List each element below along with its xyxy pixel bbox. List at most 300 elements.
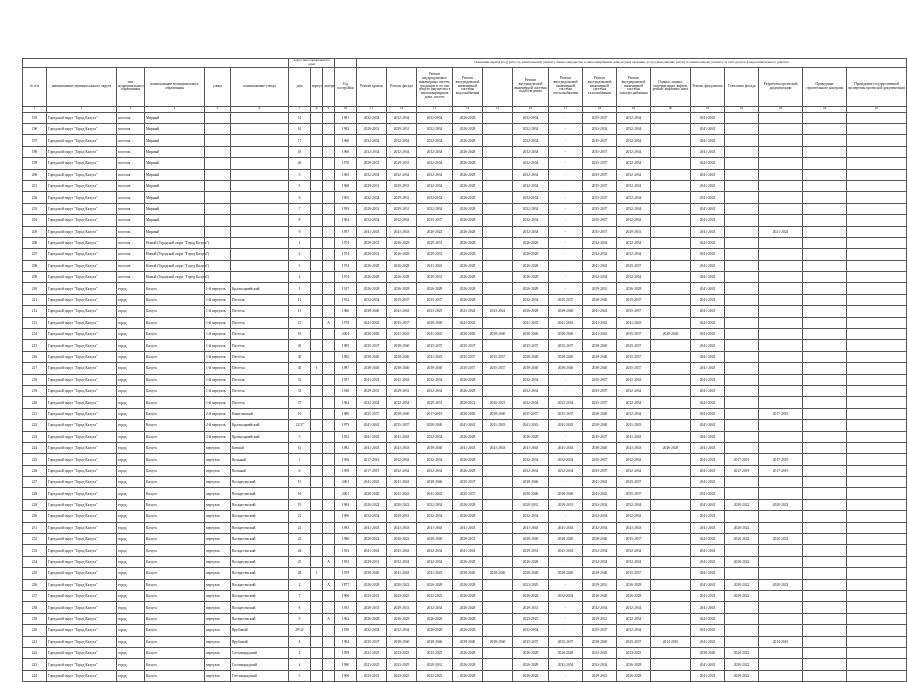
table-cell: Врубовый	[231, 636, 289, 647]
column-number: 17	[549, 106, 583, 112]
table-cell	[847, 203, 907, 214]
table-cell	[205, 180, 231, 191]
table-cell: 2032-2034	[513, 112, 549, 123]
table-cell: 2038-2040	[417, 534, 453, 545]
table-cell	[847, 431, 907, 442]
table-cell: 2038-2040	[357, 363, 387, 374]
table-cell: 2035-2037	[617, 568, 651, 579]
table-cell: 2032-2034	[617, 169, 651, 180]
table-cell: 1970	[335, 158, 357, 169]
table-cell: 2038-2040	[417, 442, 453, 453]
table-cell: 2041-2043	[691, 317, 725, 328]
works-group-header: Плановый период (год) работ по капитальному ремонту общего имущества в многоквартирном доме и (или) оказанию услуг (выполнению работ) по капитальному ремонту за счёт средств фонда капитального ремонта	[357, 59, 907, 68]
table-cell	[651, 146, 691, 157]
table-cell	[483, 499, 513, 510]
table-row	[23, 135, 907, 146]
table-cell: Городской округ "Город Калуга"	[47, 351, 117, 362]
table-cell: 2041-2043	[691, 135, 725, 146]
table-cell: 2038-2040	[417, 420, 453, 431]
table-cell: Воскресенский	[231, 499, 289, 510]
table-cell	[311, 215, 323, 226]
table-cell	[759, 363, 803, 374]
table-cell: 2038-2040	[417, 636, 453, 647]
table-cell: 2029-2031	[387, 158, 417, 169]
table-cell: 2041-2043	[691, 420, 725, 431]
table-cell: 2032-2034	[387, 169, 417, 180]
table-cell: 23	[289, 534, 311, 545]
table-row	[23, 499, 907, 510]
table-cell: 2026-2028	[453, 226, 483, 237]
table-cell	[483, 511, 513, 522]
table-cell: 2041-2043	[387, 442, 417, 453]
table-cell: Воскресенский	[231, 556, 289, 567]
table-cell: переулок	[205, 534, 231, 545]
table-cell	[803, 169, 847, 180]
table-cell	[651, 272, 691, 283]
table-cell: 2041-2043	[357, 522, 387, 533]
table-cell: А	[323, 613, 335, 624]
table-cell: 2032-2034	[417, 180, 453, 191]
table-cell: Калуга	[145, 556, 205, 567]
table-cell: 2032-2034	[513, 397, 549, 408]
table-cell: 2032-2034	[513, 454, 549, 465]
table-cell: 2032-2034	[583, 511, 617, 522]
table-cell: город	[117, 647, 145, 658]
table-cell: Воскресенский	[231, 488, 289, 499]
table-cell: Городской округ "Город Калуга"	[47, 442, 117, 453]
table-cell	[759, 442, 803, 453]
table-cell: 2017-2019	[759, 454, 803, 465]
table-cell: 2023-2025	[387, 591, 417, 602]
table-cell	[311, 454, 323, 465]
table-cell: 2041-2043	[691, 545, 725, 556]
table-cell: Калуга	[145, 431, 205, 442]
table-cell: 2041-2043	[583, 260, 617, 271]
table-cell	[803, 215, 847, 226]
table-cell: Городской округ "Город Калуга"	[47, 511, 117, 522]
table-cell: 2023-2025	[387, 647, 417, 658]
table-cell: 1964	[335, 215, 357, 226]
table-cell	[847, 123, 907, 134]
table-cell: 1965	[335, 192, 357, 203]
table-cell: Городской округ "Город Калуга"	[47, 215, 117, 226]
table-cell: Калуга	[145, 647, 205, 658]
table-cell	[323, 306, 335, 317]
table-cell: поселок	[117, 192, 145, 203]
table-cell	[231, 180, 289, 191]
table-cell	[725, 249, 759, 260]
table-cell	[651, 180, 691, 191]
table-cell: 2026-2028	[453, 647, 483, 658]
table-cell: 2026-2028	[387, 613, 417, 624]
table-cell: 2032-2034	[417, 511, 453, 522]
table-cell: 2029-2031	[583, 613, 617, 624]
table-cell	[847, 260, 907, 271]
table-cell	[483, 591, 513, 602]
table-cell	[311, 385, 323, 396]
table-cell: 1-й переулок	[205, 385, 231, 396]
table-cell: 2032-2034	[617, 112, 651, 123]
table-cell: 2041-2043	[417, 488, 453, 499]
table-cell: -	[549, 237, 583, 248]
column-header: корпус	[311, 67, 323, 106]
table-cell	[847, 568, 907, 579]
table-cell: 2035-2037	[387, 420, 417, 431]
table-cell: 2032-2034	[617, 272, 651, 283]
table-cell: 2041-2043	[513, 420, 549, 431]
table-cell: Пестеля	[231, 385, 289, 396]
table-cell: 2041-2043	[691, 670, 725, 681]
table-cell: 210	[23, 283, 47, 294]
table-cell	[311, 499, 323, 510]
table-cell	[803, 625, 847, 636]
table-cell: Калуга	[145, 488, 205, 499]
table-cell: 2038-2040	[357, 351, 387, 362]
table-cell: 2032-2034	[417, 112, 453, 123]
table-cell: Калуга	[145, 591, 205, 602]
table-cell: 2029-2031	[387, 511, 417, 522]
table-cell	[847, 477, 907, 488]
table-cell	[803, 397, 847, 408]
column-header: Ремонт внутридомовой инженерной системы водоснабжения	[453, 67, 483, 106]
table-cell	[725, 158, 759, 169]
table-cell: город	[117, 499, 145, 510]
table-cell: Пестеля	[231, 397, 289, 408]
table-cell: Калуга	[145, 545, 205, 556]
table-cell: Воскресенский	[231, 477, 289, 488]
table-cell: Пестеля	[231, 329, 289, 340]
table-cell	[651, 203, 691, 214]
table-cell: 2041-2043	[453, 317, 483, 328]
table-cell: 1990	[335, 511, 357, 522]
table-cell	[323, 465, 335, 476]
table-cell	[311, 670, 323, 681]
table-cell	[323, 237, 335, 248]
table-cell: Красноармейский	[231, 431, 289, 442]
table-cell	[483, 249, 513, 260]
table-cell: 2032-2034	[617, 499, 651, 510]
table-cell: 1983	[335, 522, 357, 533]
table-cell: 2041-2043	[417, 260, 453, 271]
table-cell: 12	[289, 442, 311, 453]
table-cell: -	[549, 283, 583, 294]
table-row	[23, 465, 907, 476]
table-cell: 33	[289, 385, 311, 396]
table-cell: переулок	[205, 499, 231, 510]
table-cell: 2035-2037	[583, 454, 617, 465]
table-cell: Воскресенский	[231, 545, 289, 556]
table-cell: 2026-2028	[453, 215, 483, 226]
table-cell: 2041-2043	[691, 534, 725, 545]
table-cell	[725, 112, 759, 123]
table-cell: Калуга	[145, 613, 205, 624]
table-cell: 2038-2040	[583, 351, 617, 362]
table-cell: 2032-2034	[513, 511, 549, 522]
table-cell: 200	[23, 169, 47, 180]
table-cell	[651, 317, 691, 328]
table-cell	[725, 146, 759, 157]
table-cell: 2017-2019	[725, 454, 759, 465]
table-cell	[759, 112, 803, 123]
table-cell	[651, 625, 691, 636]
table-cell: 2041-2043	[387, 306, 417, 317]
table-cell	[803, 488, 847, 499]
table-cell: 2023-2025	[583, 647, 617, 658]
table-cell: город	[117, 534, 145, 545]
table-cell	[311, 192, 323, 203]
table-cell: 1958	[335, 625, 357, 636]
table-cell	[323, 602, 335, 613]
table-cell: Калуга	[145, 568, 205, 579]
table-cell	[759, 180, 803, 191]
table-cell: Новый (Городской округ "Город Калуга")	[145, 237, 205, 248]
table-cell: 2032-2034	[549, 454, 583, 465]
table-cell	[311, 613, 323, 624]
table-cell	[311, 397, 323, 408]
table-cell	[483, 522, 513, 533]
table-cell: -	[549, 602, 583, 613]
table-cell: Воскресенский	[231, 613, 289, 624]
table-cell: Городской округ "Город Калуга"	[47, 260, 117, 271]
table-cell	[651, 215, 691, 226]
table-cell: 201	[23, 180, 47, 191]
table-cell	[759, 602, 803, 613]
table-cell: 2020-2022	[725, 647, 759, 658]
table-cell: 2041-2043	[357, 545, 387, 556]
table-cell: Городской округ "Город Калуга"	[47, 169, 117, 180]
column-header: Ремонт внутридомовой инженерной системы электроснабжения	[617, 67, 651, 106]
capital-repair-table	[22, 58, 907, 682]
table-cell: 2041-2043	[691, 568, 725, 579]
table-cell: 2041-2043	[387, 374, 417, 385]
table-cell	[847, 385, 907, 396]
table-cell: 2026-2028	[357, 260, 387, 271]
table-cell: 2041-2043	[691, 442, 725, 453]
table-cell: переулок	[205, 442, 231, 453]
table-cell	[483, 340, 513, 351]
table-cell	[323, 420, 335, 431]
table-cell: 2032-2034	[583, 123, 617, 134]
table-cell: 2032-2034	[583, 249, 617, 260]
table-cell	[323, 351, 335, 362]
table-cell: переулок	[205, 647, 231, 658]
column-number: 3	[117, 106, 145, 112]
table-cell	[483, 545, 513, 556]
table-cell: 2032-2034	[549, 659, 583, 670]
table-cell: 2017-2019	[417, 408, 453, 419]
table-cell: 2026-2028	[617, 659, 651, 670]
table-cell: 2035-2037	[483, 363, 513, 374]
table-cell: 1968	[335, 180, 357, 191]
register-table-page	[22, 58, 906, 678]
table-cell: 2026-2028	[357, 613, 387, 624]
table-cell: 2038-2040	[453, 568, 483, 579]
table-cell: поселок	[117, 249, 145, 260]
table-cell: 2035-2037	[357, 408, 387, 419]
table-cell: 1979	[335, 420, 357, 431]
table-cell: А	[323, 556, 335, 567]
table-cell: город	[117, 385, 145, 396]
table-row	[23, 545, 907, 556]
table-cell	[847, 272, 907, 283]
table-cell: 2029-2031	[417, 272, 453, 283]
table-cell	[323, 477, 335, 488]
table-cell	[323, 272, 335, 283]
table-cell: А	[323, 317, 335, 328]
table-cell: 2026-2028	[453, 511, 483, 522]
table-cell: 2035-2037	[549, 340, 583, 351]
table-cell	[483, 477, 513, 488]
table-cell: Городской округ "Город Калуга"	[47, 112, 117, 123]
table-cell: переулок	[205, 579, 231, 590]
table-cell: поселок	[117, 180, 145, 191]
table-cell: 2035-2037	[583, 431, 617, 442]
table-cell: 2020-2022	[387, 499, 417, 510]
table-cell	[803, 317, 847, 328]
table-cell: 2035-2037	[617, 488, 651, 499]
table-cell: 2038-2040	[453, 329, 483, 340]
table-cell: 228	[23, 488, 47, 499]
table-cell: 2035-2037	[583, 169, 617, 180]
table-cell: 2026-2028	[387, 272, 417, 283]
table-cell: Городской округ "Город Калуга"	[47, 613, 117, 624]
table-cell: 1964	[335, 397, 357, 408]
table-cell	[759, 670, 803, 681]
table-cell: переулок	[205, 545, 231, 556]
table-cell: город	[117, 454, 145, 465]
table-cell: Пестеля	[231, 306, 289, 317]
table-cell: город	[117, 351, 145, 362]
table-cell	[759, 146, 803, 157]
table-cell	[759, 306, 803, 317]
table-row	[23, 272, 907, 283]
table-cell	[759, 385, 803, 396]
table-cell: 2032-2034	[617, 203, 651, 214]
table-cell: 198	[23, 146, 47, 157]
table-cell: поселок	[117, 237, 145, 248]
table-cell: город	[117, 522, 145, 533]
table-cell	[725, 568, 759, 579]
table-cell: 224	[23, 442, 47, 453]
table-row	[23, 670, 907, 681]
table-cell: 2041-2043	[583, 477, 617, 488]
table-cell	[311, 488, 323, 499]
table-cell: 2029-2031	[387, 203, 417, 214]
table-cell: 2035-2037	[583, 192, 617, 203]
table-cell: 2032-2034	[583, 272, 617, 283]
table-cell	[847, 294, 907, 305]
table-cell: город	[117, 374, 145, 385]
table-cell	[483, 602, 513, 613]
table-cell: 209	[23, 272, 47, 283]
table-cell	[803, 454, 847, 465]
table-cell	[725, 545, 759, 556]
table-cell: поселок	[117, 169, 145, 180]
table-cell: 1-й переулок	[205, 340, 231, 351]
column-number: 5	[205, 106, 231, 112]
table-cell: 2020-2022	[357, 534, 387, 545]
table-cell	[651, 249, 691, 260]
table-cell: 15	[289, 477, 311, 488]
table-cell: 2032-2034	[513, 123, 549, 134]
table-row	[23, 408, 907, 419]
table-cell: 2041-2043	[453, 522, 483, 533]
table-cell: Воскресенский	[231, 511, 289, 522]
table-cell: 2035-2037	[617, 340, 651, 351]
table-cell: 29/32	[289, 625, 311, 636]
table-cell: Вольный	[231, 465, 289, 476]
table-cell: 2041-2043	[691, 556, 725, 567]
table-cell: 2026-2028	[357, 579, 387, 590]
table-cell: 1	[289, 237, 311, 248]
table-cell: Городской округ "Город Калуга"	[47, 420, 117, 431]
table-cell: 2	[289, 249, 311, 260]
table-row	[23, 488, 907, 499]
table-cell: 229	[23, 499, 47, 510]
table-cell	[651, 112, 691, 123]
table-cell: 226	[23, 465, 47, 476]
table-row	[23, 442, 907, 453]
table-cell: 2038-2040	[583, 568, 617, 579]
table-cell: Городской округ "Город Калуга"	[47, 522, 117, 533]
table-cell: 2035-2037	[583, 226, 617, 237]
table-cell	[323, 488, 335, 499]
table-cell: 9	[289, 226, 311, 237]
table-cell	[725, 397, 759, 408]
table-cell: 2026-2028	[453, 556, 483, 567]
table-cell	[651, 454, 691, 465]
table-cell: Городской округ "Город Калуга"	[47, 534, 117, 545]
table-cell: 204	[23, 215, 47, 226]
table-cell: 1-й переулок	[205, 351, 231, 362]
table-cell: 1986	[335, 534, 357, 545]
table-cell: 2032-2034	[617, 397, 651, 408]
table-cell	[323, 385, 335, 396]
table-cell: 2023-2025	[357, 591, 387, 602]
table-cell: 2035-2037	[417, 294, 453, 305]
table-cell: 2020-2021	[483, 397, 513, 408]
table-cell: 2038-2040	[549, 329, 583, 340]
table-cell	[323, 192, 335, 203]
table-cell	[725, 192, 759, 203]
table-cell: город	[117, 397, 145, 408]
table-cell: 2035-2037	[357, 340, 387, 351]
table-cell: 2032-2034	[617, 180, 651, 191]
table-cell: -	[549, 169, 583, 180]
table-cell	[651, 374, 691, 385]
table-cell: 1877	[335, 579, 357, 590]
table-cell: 2032-2034	[417, 556, 453, 567]
table-cell: 2038-2040	[357, 488, 387, 499]
table-cell: 2035-2037	[617, 306, 651, 317]
table-cell: 239	[23, 613, 47, 624]
table-cell: поселок	[117, 112, 145, 123]
table-cell: 2023-2025	[417, 591, 453, 602]
table-cell	[847, 488, 907, 499]
table-cell: Городской округ "Город Калуга"	[47, 272, 117, 283]
table-cell	[651, 545, 691, 556]
table-cell: 2023-2025	[513, 579, 549, 590]
table-cell	[759, 545, 803, 556]
table-cell: 2035-2037	[617, 294, 651, 305]
table-cell: 1962	[335, 613, 357, 624]
table-cell	[651, 237, 691, 248]
table-cell: 2023-2025	[513, 613, 549, 624]
table-cell: Калуга	[145, 385, 205, 396]
table-cell	[205, 192, 231, 203]
table-cell: 2020-2022	[725, 522, 759, 533]
table-cell	[323, 340, 335, 351]
